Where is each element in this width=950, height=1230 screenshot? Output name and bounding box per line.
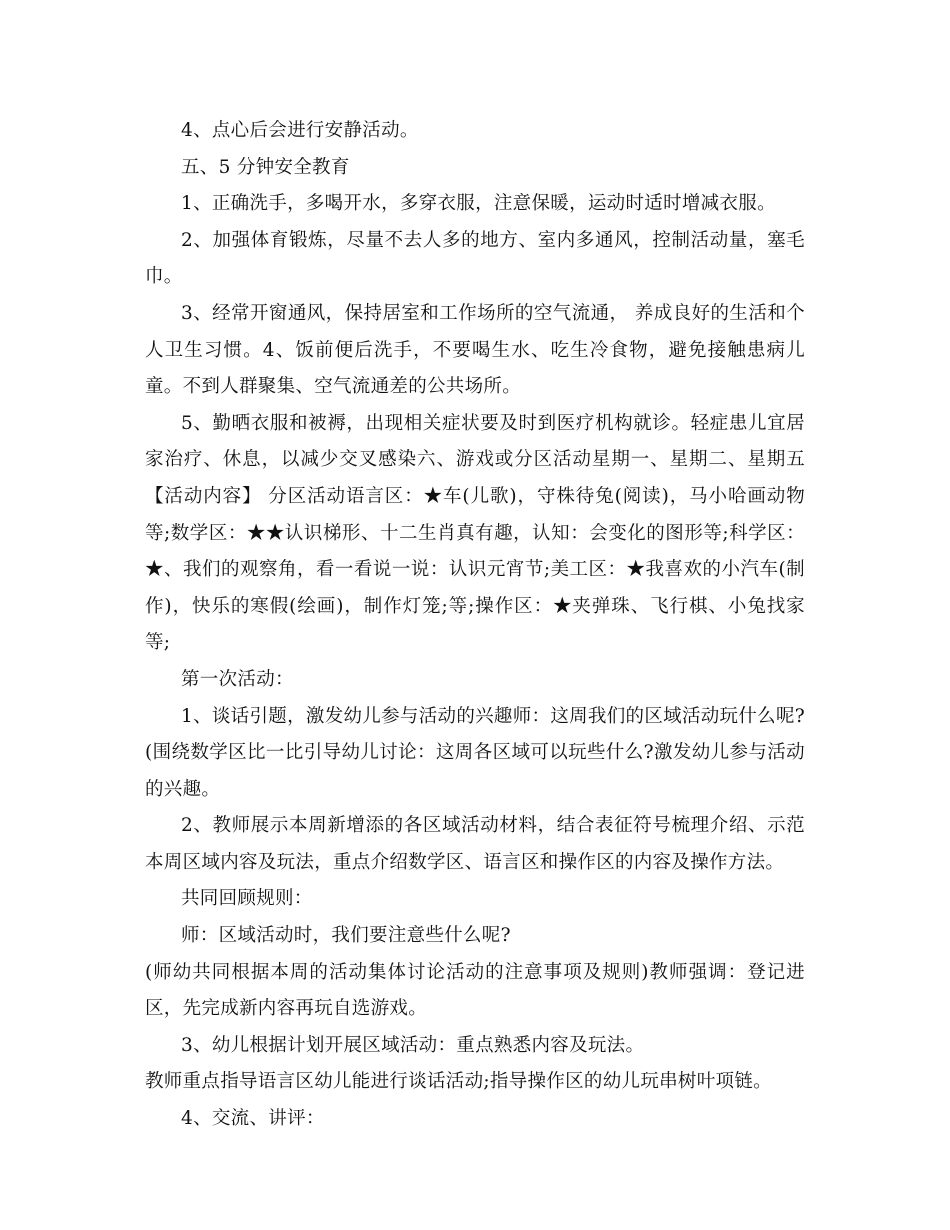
paragraph: 2、教师展示本周新增添的各区域活动材料，结合表征符号梳理介绍、示范本周区域内容及玩法，重点介绍数学区、语言区和操作区的内容及操作方法。 <box>145 815 805 873</box>
paragraph: 3、经常开窗通风，保持居室和工作场所的空气流通， 养成良好的生活和个人卫生习惯。4、饭前便后洗手，不要喝生水、吃生冷食物，避免接触患病儿童。不到人群聚集、空气流通差的公共场所。 <box>145 302 805 398</box>
paragraph: 师：区域活动时，我们要注意些什么呢? <box>181 925 511 947</box>
paragraph: 共同回顾规则： <box>181 888 313 910</box>
paragraph: 4、交流、讲评： <box>181 1108 325 1130</box>
paragraph: 5、勤晒衣服和被褥，出现相关症状要及时到医疗机构就诊。轻症患儿宜居家治疗、休息，以减少交叉感染六、游戏或分区活动星期一、星期二、星期五【活动内容】 分区活动语言区：★车(儿歌)，守株待兔(阅读)，马小哈画动物等;数学区：★★认识梯形、十二生肖真有趣，认知：会变化的图形等;科学区：★、我们的观察角，看一看说一说：认识元宵节;美工区：★我喜欢的小汽车(制作)，快乐的寒假(绘画)，制作灯笼;等;操作区：★夹弹珠、飞行棋、小兔找家等; <box>145 412 805 654</box>
paragraph: 4、点心后会进行安静活动。 <box>181 120 419 141</box>
paragraph: 3、幼儿根据计划开展区域活动：重点熟悉内容及玩法。 <box>181 1034 645 1056</box>
paragraph: 1、谈话引题，激发幼儿参与活动的兴趣师：这周我们的区域活动玩什么呢?(围绕数学区比一比引导幼儿讨论：这周各区域可以玩些什么?激发幼儿参与活动的兴趣。 <box>145 705 805 800</box>
section-heading: 五、5 分钟安全教育 <box>181 156 350 178</box>
document-body <box>145 113 805 1138</box>
paragraph: 1、正确洗手，多喝开水，多穿衣服，注意保暖，运动时适时增减衣服。 <box>181 193 776 215</box>
paragraph: 第一次活动： <box>181 668 294 690</box>
paragraph: 2、加强体育锻炼，尽量不去人多的地方、室内多通风，控制活动量，塞毛巾。 <box>145 229 805 288</box>
paragraph: (师幼共同根据本周的活动集体讨论活动的注意事项及规则)教师强调：登记进区，先完成新内容再玩自选游戏。 <box>145 961 805 1020</box>
paragraph: 教师重点指导语言区幼儿能进行谈话活动;指导操作区的幼儿玩串树叶项链。 <box>145 1071 772 1093</box>
